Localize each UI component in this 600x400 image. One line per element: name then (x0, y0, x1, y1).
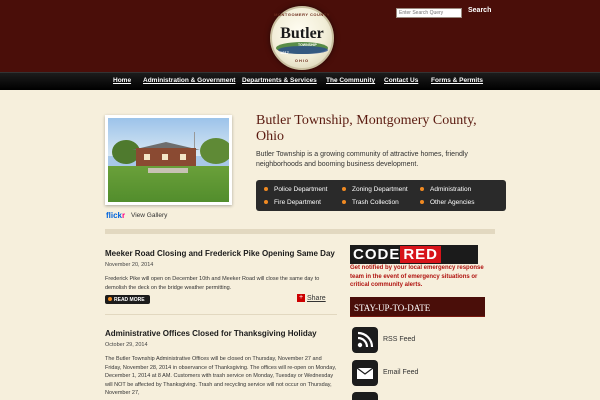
news-item (105, 249, 337, 292)
quick-links-panel (256, 180, 506, 211)
photo-window (180, 154, 186, 160)
nav-home[interactable]: Home (113, 77, 132, 84)
share-label: Share (307, 294, 326, 302)
news-date: November 20, 2014 (105, 262, 154, 268)
codered-logo-b: RED (400, 246, 441, 263)
flickr-logo-a: flick (106, 211, 123, 220)
logo-ring-top: MONTGOMERY COUNTY (274, 12, 330, 17)
rss-feed-label: RSS Feed (383, 336, 416, 343)
photo-walkway (148, 168, 188, 173)
logo-year: 1817 (280, 50, 289, 55)
news-title[interactable]: Meeker Road Closing and Frederick Pike Opening Same Day (105, 249, 335, 258)
search-input[interactable] (396, 8, 462, 18)
share-icon: + (298, 294, 304, 301)
email-icon (352, 360, 378, 386)
search-button[interactable]: Search (468, 7, 492, 14)
quick-link-trash[interactable]: Trash Collection (342, 199, 399, 206)
quick-link-fire[interactable]: Fire Department (264, 199, 321, 206)
nav-forms[interactable]: Forms & Permits (431, 77, 484, 84)
township-hall-photo[interactable] (105, 115, 232, 205)
flickr-logo-b: r (122, 211, 126, 220)
news-item (105, 329, 337, 398)
share-button[interactable] (297, 294, 326, 302)
intro-text: Butler Township is a growing community of attractive homes, friendly neighborhoods and booming business development. (256, 151, 468, 168)
news-title[interactable]: Administrative Offices Closed for Thanksgiving Holiday (105, 329, 317, 338)
logo-ring-bottom: OHIO (294, 58, 310, 63)
codered-logo-a: CODE (353, 246, 401, 263)
nav-contact[interactable]: Contact Us (384, 77, 419, 84)
view-gallery-link[interactable]: View Gallery (131, 212, 168, 219)
news-date: October 29, 2014 (105, 342, 148, 348)
read-more-button[interactable]: READ MORE (105, 295, 150, 304)
main-nav (0, 72, 600, 90)
photo-tree (200, 138, 232, 164)
news-body: The Butler Township Administrative Offices will be closed on Thursday, November 27 and Friday, November 28, 2014 in observance of Thanksgiving. The offices will re-open on Monday, December 1, 2014 at 8 AM. Customers with trash service on Monday, Tuesday or Wednesday will NOT be affected by Thanksgiving. Trash and recycling service will not occur on Thursday, November 27, (105, 356, 337, 396)
stay-up-to-date-heading: STAY-UP-TO-DATE (350, 297, 485, 317)
codered-description[interactable]: Get notified by your local emergency response team in the event of emergency situations or critical community alerts. (350, 265, 484, 288)
quick-link-administration[interactable]: Administration (420, 186, 471, 193)
section-divider (105, 229, 495, 234)
rss-icon (352, 327, 378, 353)
quick-link-other-agencies[interactable]: Other Agencies (420, 199, 474, 206)
email-feed-label: Email Feed (383, 369, 419, 376)
news-body: Frederick Pike will open on December 10th and Meeker Road will close the same day to demolish the deck on the bridge weather permitting. (105, 276, 320, 291)
site-header (0, 0, 600, 72)
quick-link-zoning[interactable]: Zoning Department (342, 186, 408, 193)
photo-window (162, 154, 168, 160)
nav-community[interactable]: The Community (326, 77, 376, 84)
logo-sub: TOWNSHIP (298, 43, 317, 47)
page-title: Butler Township, Montgomery County, Ohio (256, 113, 477, 144)
nav-departments[interactable]: Departments & Services (242, 77, 317, 84)
feed-icon (352, 392, 378, 400)
logo-name: Butler (280, 25, 324, 42)
news-divider (105, 314, 337, 315)
nav-administration[interactable]: Administration & Government (143, 77, 236, 84)
flickr-logo[interactable] (106, 211, 125, 220)
quick-link-police[interactable]: Police Department (264, 186, 327, 193)
township-logo[interactable] (270, 6, 334, 70)
photo-window (144, 154, 150, 160)
codered-logo[interactable] (350, 245, 478, 264)
